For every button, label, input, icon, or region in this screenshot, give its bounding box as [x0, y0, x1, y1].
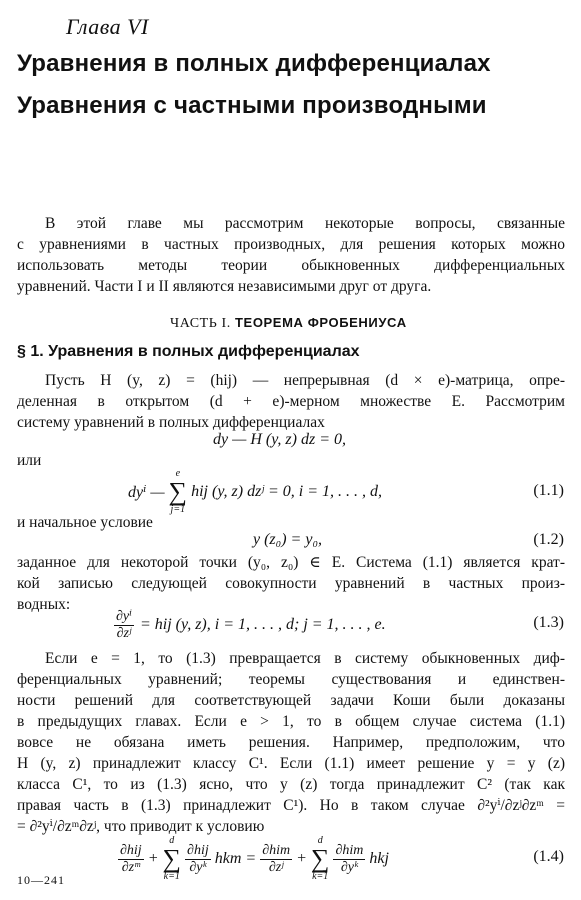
- eq11-right: hij (y, z) dzʲ = 0, i = 1, . . . , d,: [191, 483, 382, 500]
- sum-lower: k=1: [163, 871, 180, 882]
- section-heading: § 1. Уравнения в полных дифференциалах: [17, 343, 360, 360]
- fraction-numerator: ∂yⁱ: [116, 609, 132, 624]
- printer-signature: 10—241: [17, 873, 65, 887]
- sum-lower: k=1: [312, 871, 329, 882]
- sum-upper: d: [169, 835, 175, 846]
- text-line: водных:: [17, 596, 71, 613]
- part-heading: [170, 315, 407, 332]
- text-line: систему уравнений в полных дифференциалах: [17, 414, 325, 431]
- eq11-left: dyⁱ —: [128, 484, 165, 501]
- equation-1-4: [118, 837, 389, 881]
- paragraph-3: [17, 648, 565, 837]
- fraction: [260, 843, 292, 876]
- fraction: [185, 843, 211, 876]
- fraction-numerator: ∂him: [335, 842, 364, 858]
- initial-condition-text: и начальное условие: [17, 514, 153, 531]
- intro-line: В этой главе мы рассмотрим некоторые вопросы, связанные: [45, 215, 565, 232]
- fraction-numerator: ∂him: [262, 842, 291, 858]
- intro-paragraph: [17, 213, 565, 297]
- text-line: заданное для некоторой точки (y₀, z₀) ∈ E. Система (1.1) является крат-: [17, 554, 565, 571]
- intro-line: с уравнениями в частных производных, для решения которых можно: [17, 236, 565, 253]
- sum-upper: d: [317, 835, 323, 846]
- text-line: правая часть в (1.3) принадлежит C¹). Но в таком случае ∂²yⁱ/∂zʲ∂zᵐ =: [17, 797, 565, 814]
- paragraph-1: [17, 370, 565, 433]
- text-line: вовсе не обязана иметь решения. Например, предположим, что: [17, 734, 565, 751]
- text-line: класса C¹, то из (1.3) ясно, что y (z) тогда принадлежит C² (так как: [17, 776, 565, 793]
- part-name: ТЕОРЕМА ФРОБЕНИУСА: [235, 315, 407, 330]
- summation: [311, 836, 330, 882]
- text-line: Если e = 1, то (1.3) превращается в систему обыкновенных диф-: [45, 650, 565, 667]
- fraction-denominator: ∂yᵏ: [189, 859, 207, 875]
- fraction-denominator: ∂zʲ: [268, 859, 284, 875]
- eq14-end: hkj: [369, 850, 389, 867]
- fraction: [114, 608, 134, 642]
- sum-sign-icon: ∑: [162, 844, 182, 873]
- equation-number-1-4: (1.4): [533, 848, 564, 865]
- fraction-denominator: ∂zᵐ: [121, 859, 140, 875]
- text-line: кой записью следующей совокупности уравнений в частных произ-: [17, 575, 565, 592]
- text-line: H (y, z) принадлежит классу C¹. Если (1.1) имеет решение y = y (z): [17, 755, 565, 772]
- fraction-numerator: ∂hij: [120, 842, 142, 858]
- sum-lower: j=1: [170, 504, 186, 515]
- summation: [163, 836, 182, 882]
- chapter-heading: Глава VI: [66, 14, 149, 39]
- summation: [169, 469, 188, 515]
- equation-1-2: y (z₀) = y₀,: [253, 531, 323, 548]
- fraction-numerator: ∂hij: [187, 842, 209, 858]
- eq14-mid: hkm =: [214, 850, 257, 867]
- equation-number-1-3: (1.3): [533, 614, 564, 631]
- intro-line: использовать методы теории обыкновенных дифференциальных: [17, 257, 565, 274]
- sum-sign-icon: ∑: [168, 477, 188, 506]
- word-or: или: [17, 452, 42, 469]
- text-line: = ∂²yⁱ/∂zᵐ∂zʲ, что приводит к условию: [17, 818, 265, 835]
- fraction-denominator: ∂zʲ: [116, 626, 132, 641]
- text-line: ности решений для соответствующей задачи Коши были доказаны: [17, 692, 565, 709]
- plus-sign: +: [296, 850, 307, 867]
- text-line: ференциальных уравнений; теоремы существования и единствен-: [17, 671, 565, 688]
- equation-a: dy — H (y, z) dz = 0,: [213, 431, 347, 448]
- equation-1-3: [114, 605, 386, 645]
- text-line: в предыдущих главах. Если e > 1, то в общем случае система (1.1): [17, 713, 565, 730]
- sum-upper: e: [175, 468, 181, 479]
- intro-line: уравнений. Части I и II являются независимыми друг от друга.: [17, 278, 432, 295]
- fraction: [118, 843, 144, 876]
- chapter-title-line-2: Уравнения с частными производными: [17, 92, 487, 119]
- equation-1-1: [128, 468, 382, 515]
- fraction-denominator: ∂yᵏ: [340, 859, 358, 875]
- text-line: деленная в открытом (d + e)-мерном множестве E. Рассмотрим: [17, 393, 565, 410]
- plus-sign: +: [147, 850, 159, 867]
- equation-number-1-2: (1.2): [533, 531, 564, 548]
- fraction: [333, 843, 365, 876]
- equation-number-1-1: (1.1): [533, 482, 564, 499]
- eq13-rest: = hij (y, z), i = 1, . . . , d; j = 1, . . . , e.: [139, 616, 386, 633]
- chapter-title-line-1: Уравнения в полных дифференциалах: [17, 50, 491, 77]
- sum-sign-icon: ∑: [310, 844, 330, 873]
- part-prefix: ЧАСТЬ I.: [170, 316, 231, 331]
- text-line: Пусть H (y, z) = (hij) — непрерывная (d × e)-матрица, опре-: [45, 372, 565, 389]
